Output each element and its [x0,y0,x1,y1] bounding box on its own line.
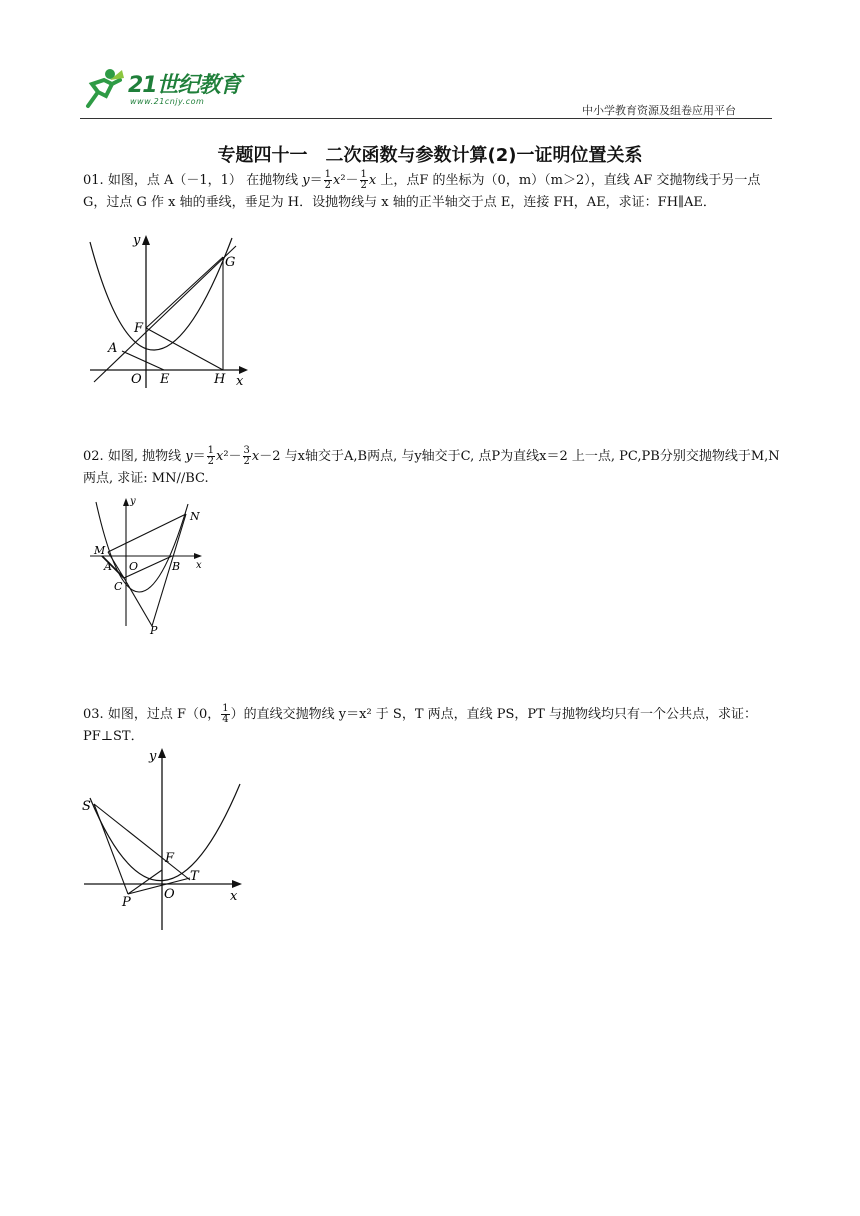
label-x: x [230,889,238,904]
problem-text: 在抛物线 [246,173,299,188]
label-F: F [165,851,175,866]
label-C: C [114,580,123,593]
logo-url: www.21cnjy.com [130,97,205,106]
label-y: y [133,233,141,248]
problem-text: 与x轴交于A,B两点, 与y轴交于C, 点P为直线x＝2 上一点, PC,PB分别交抛物线于M,N两点, 求证: MN//BC. [83,449,780,486]
label-y: y [130,496,136,507]
figure-1 [86,230,256,390]
label-E: E [160,372,170,387]
problem-number: 01. [83,173,104,188]
problem-3: 03. 如图，过点 F（0， $\frac{1}{4}$ ）的直线交抛物线 y＝x² 于 S，T 两点，直线 PS，PT 与抛物线均只有一个公共点，求证：PF⊥ST． [83,703,757,744]
problem-1: 01. 如图，点 A（－1，1） 在抛物线 y＝ $\frac{1}{2}$ x²－ $\frac{1}{2}$ x 上，点F 的坐标为（0，m）（m＞2），直线 AF 交抛物线于另一点 G，过点 G 作 x 轴的垂线，垂足为 H．设抛物线与 x 轴的正半轴交于点 E，连接 FH，AE，求证：FH∥AE． [83,169,761,210]
label-O: O [129,560,139,573]
problem-number: 03. [83,707,104,722]
platform-label: 中小学教育资源及组卷应用平台 [582,104,736,117]
problem-text: A（－1，1） [163,173,242,188]
label-y: y [149,749,157,764]
label-N: N [190,510,200,523]
problem-text: F 的坐标为（0，m）（m＞2），直线 AF 交抛物线于另一点 G，过点 G 作 x 轴的垂线，垂足为 H．设抛物线与 x 轴的正半轴交于点 E，连接 FH，AE，求证：FH∥AE． [83,173,761,210]
label-A: A [104,560,112,573]
problem-text: ）的直线交抛物线 y＝x² 于 S，T 两点，直线 PS，PT 与抛物线均只有一个公共点，求证：PF⊥ST． [83,707,757,744]
problem-number: 02. [83,449,104,464]
problem-text: 如图，过点 F（0， [107,707,221,722]
label-S: S [82,799,91,814]
runner-logo-icon [80,66,126,110]
label-x: x [236,374,244,389]
page-title: 专题四十一 二次函数与参数计算(2)一证明位置关系 [217,145,643,166]
label-G: G [225,255,236,270]
page-header [80,66,772,119]
problem-text: 上，点 [380,173,420,188]
problem-text: 如图, 抛物线 [107,449,182,464]
label-F: F [134,321,144,336]
logo [80,66,250,116]
label-O: O [131,372,142,387]
label-x: x [196,560,202,571]
label-B: B [172,560,181,573]
label-T: T [190,869,199,884]
problem-text: 如图，点 [107,173,160,188]
figure-2 [86,496,216,636]
problem-2: 02. 如图, 抛物线 y＝ $\frac{1}{2}$ x²－ $\frac{3}{2}$ x－2 与x轴交于A,B两点, 与y轴交于C, 点P为直线x＝2 上一点, PC,PB分别交抛物线于M,N两点, 求证: MN//BC. [83,445,780,486]
label-P: P [122,895,131,910]
label-O: O [164,887,175,902]
label-M: M [94,544,106,557]
figure-3 [80,744,250,934]
label-P: P [150,624,158,636]
logo-text: 21世纪教育 [128,73,241,98]
label-H: H [214,372,226,387]
label-A: A [108,341,118,356]
